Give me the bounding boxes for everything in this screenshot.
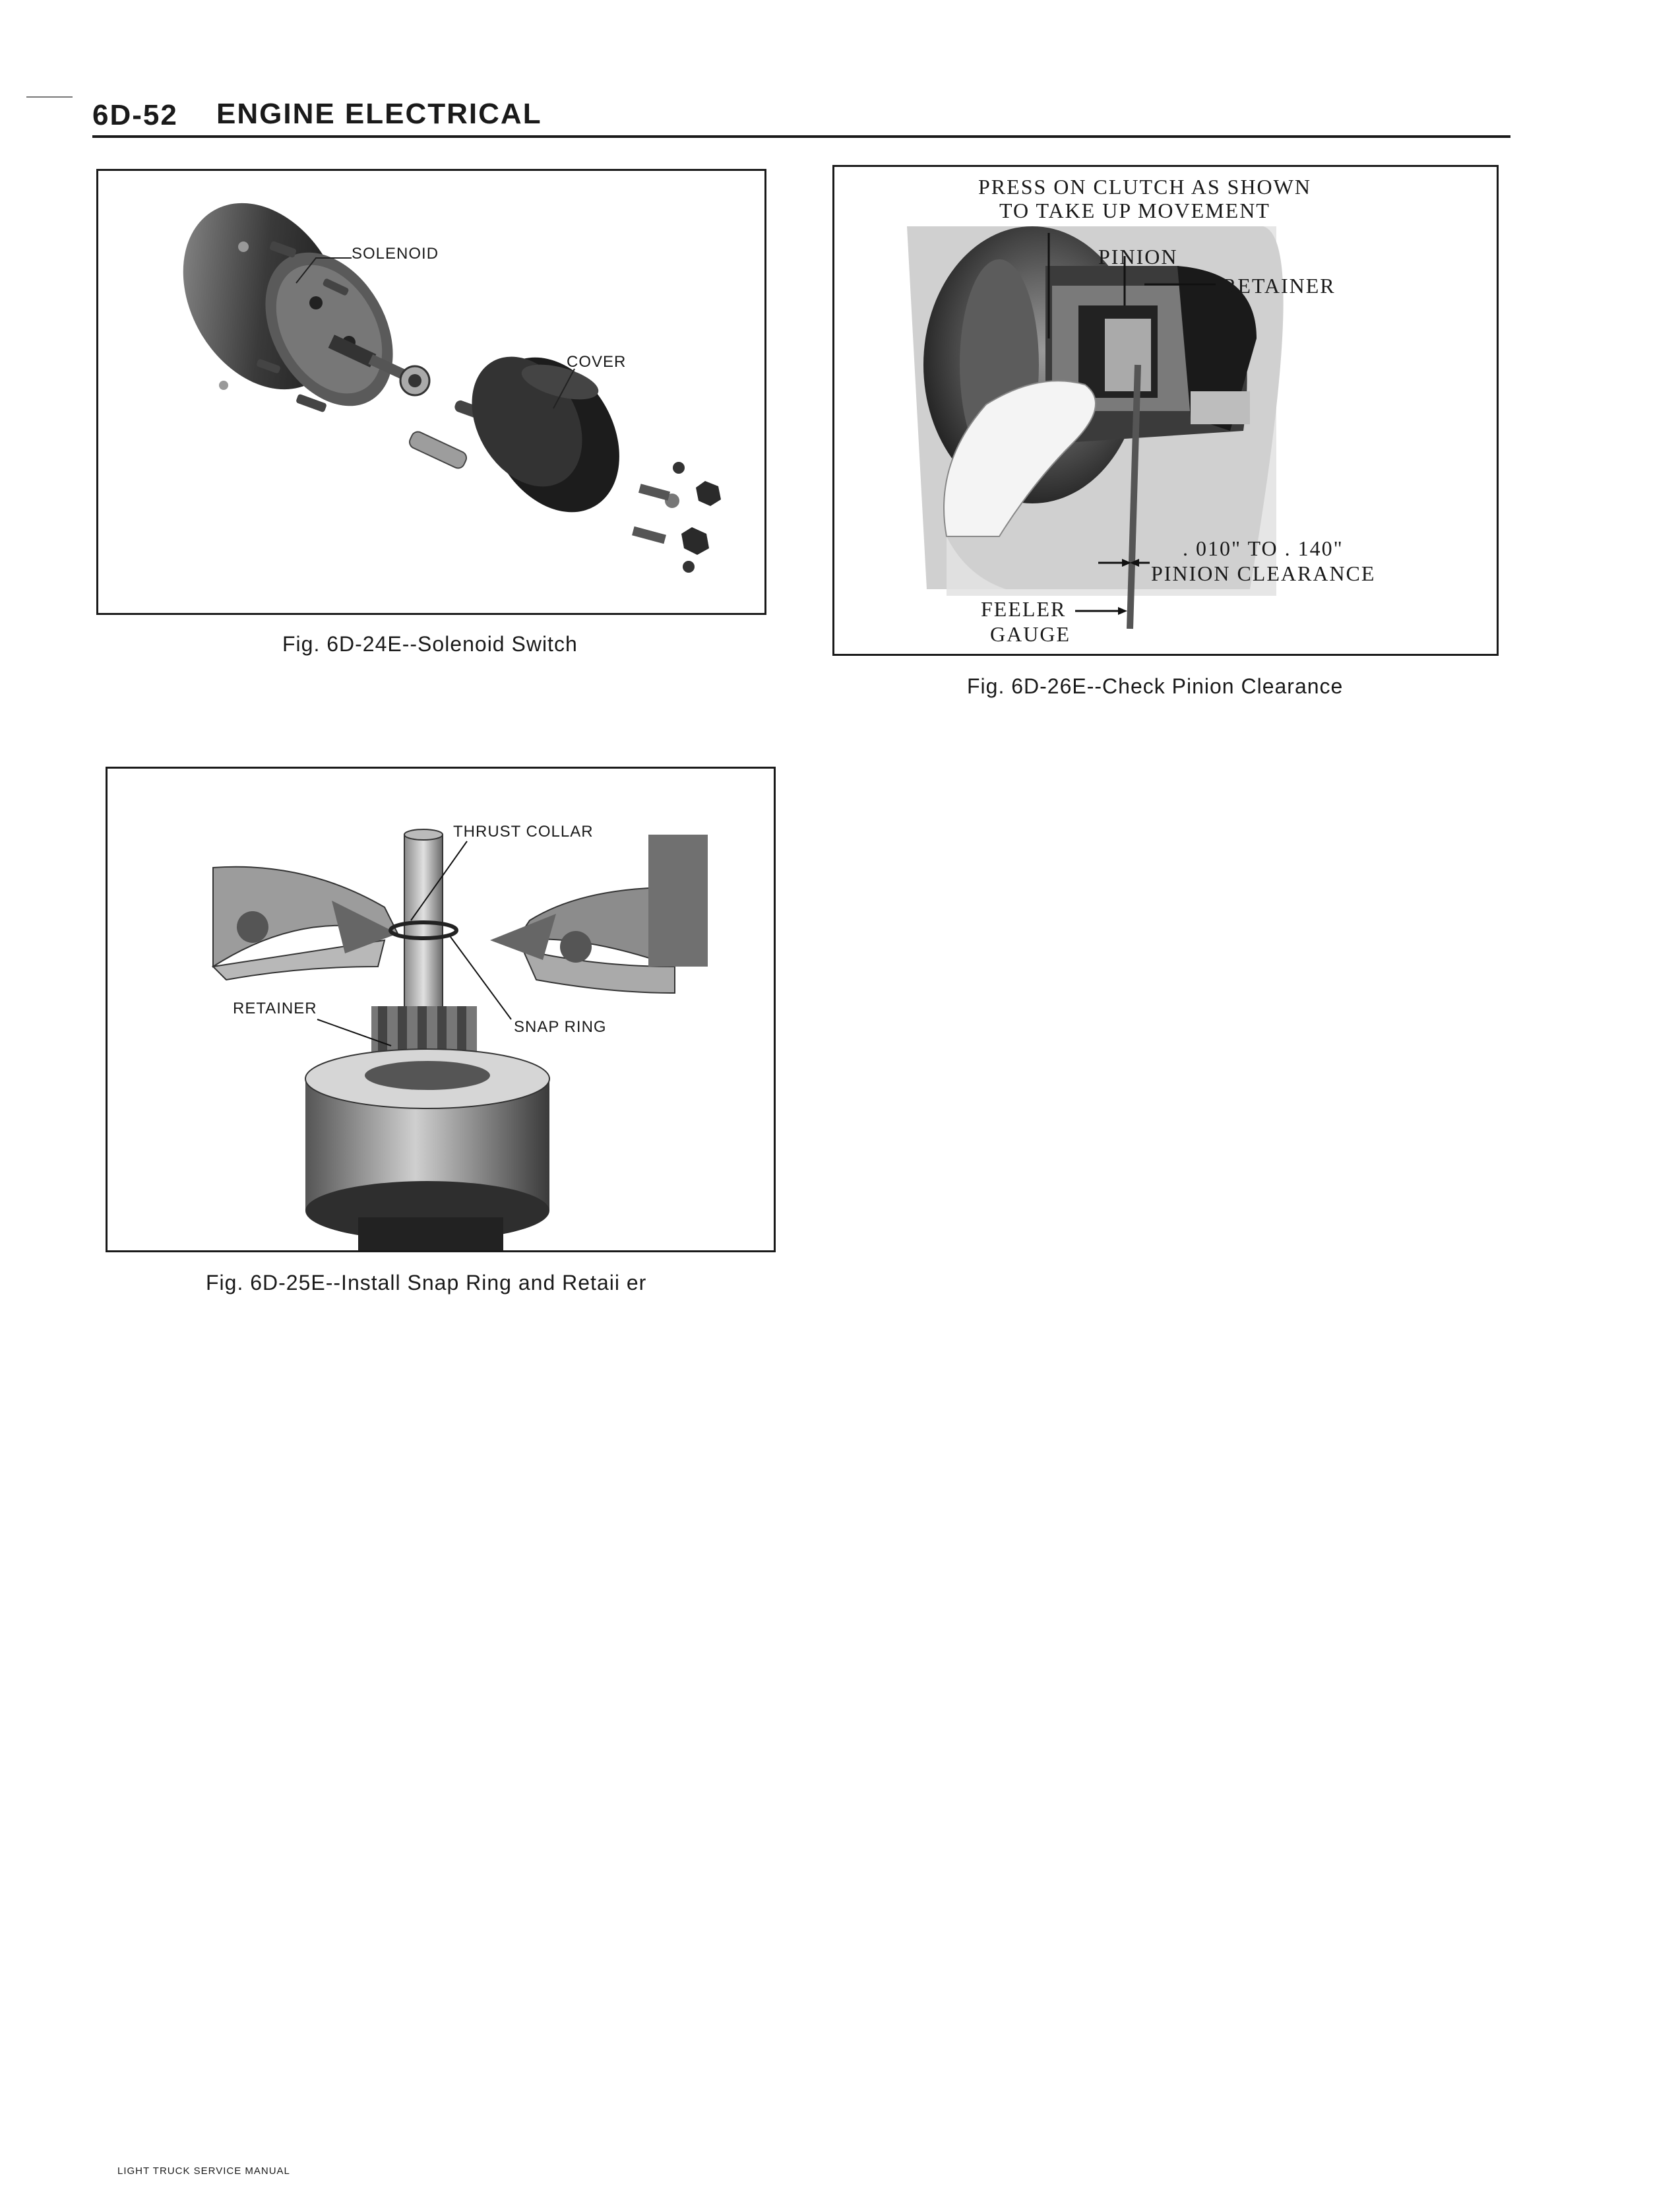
- callout-retainer-snapring-fig: RETAINER: [233, 1000, 317, 1017]
- header-rule: [92, 135, 1510, 138]
- solenoid-illustration: [98, 171, 764, 613]
- callout-clearance-label: PINION CLEARANCE: [1151, 561, 1376, 585]
- callout-retainer: RETAINER: [1222, 274, 1336, 298]
- callout-gauge: GAUGE: [990, 622, 1071, 646]
- caption-fig-6d-24e: Fig. 6D-24E--Solenoid Switch: [282, 632, 578, 656]
- callout-cover: COVER: [567, 353, 627, 371]
- pliers-shape: [213, 835, 708, 993]
- callout-instruction-line2: TO TAKE UP MOVEMENT: [999, 199, 1270, 222]
- callout-snap-ring: SNAP RING: [514, 1018, 607, 1036]
- caption-fig-6d-25e: Fig. 6D-25E--Install Snap Ring and Retaii er: [206, 1271, 647, 1295]
- footer-manual-name: LIGHT TRUCK SERVICE MANUAL: [117, 2165, 290, 2177]
- figure-solenoid-switch: [96, 169, 766, 615]
- callout-thrust-collar: THRUST COLLAR: [453, 823, 594, 841]
- page-number: 6D-52: [92, 99, 178, 131]
- callout-pinion: PINION: [1098, 245, 1178, 269]
- callout-instruction-line1: PRESS ON CLUTCH AS SHOWN: [978, 175, 1311, 199]
- section-title: ENGINE ELECTRICAL: [216, 98, 542, 130]
- snap-ring-illustration: [108, 769, 774, 1250]
- caption-fig-6d-26e: Fig. 6D-26E--Check Pinion Clearance: [967, 674, 1344, 698]
- scan-mark: [26, 96, 73, 98]
- figure-check-pinion-clearance: [832, 165, 1499, 656]
- callout-feeler: FEELER: [981, 597, 1067, 621]
- callout-solenoid: SOLENOID: [352, 245, 439, 263]
- callout-clearance-value: . 010" TO . 140": [1183, 536, 1344, 560]
- figure-install-snap-ring: [106, 767, 776, 1252]
- solenoid-body-shape: [151, 174, 419, 429]
